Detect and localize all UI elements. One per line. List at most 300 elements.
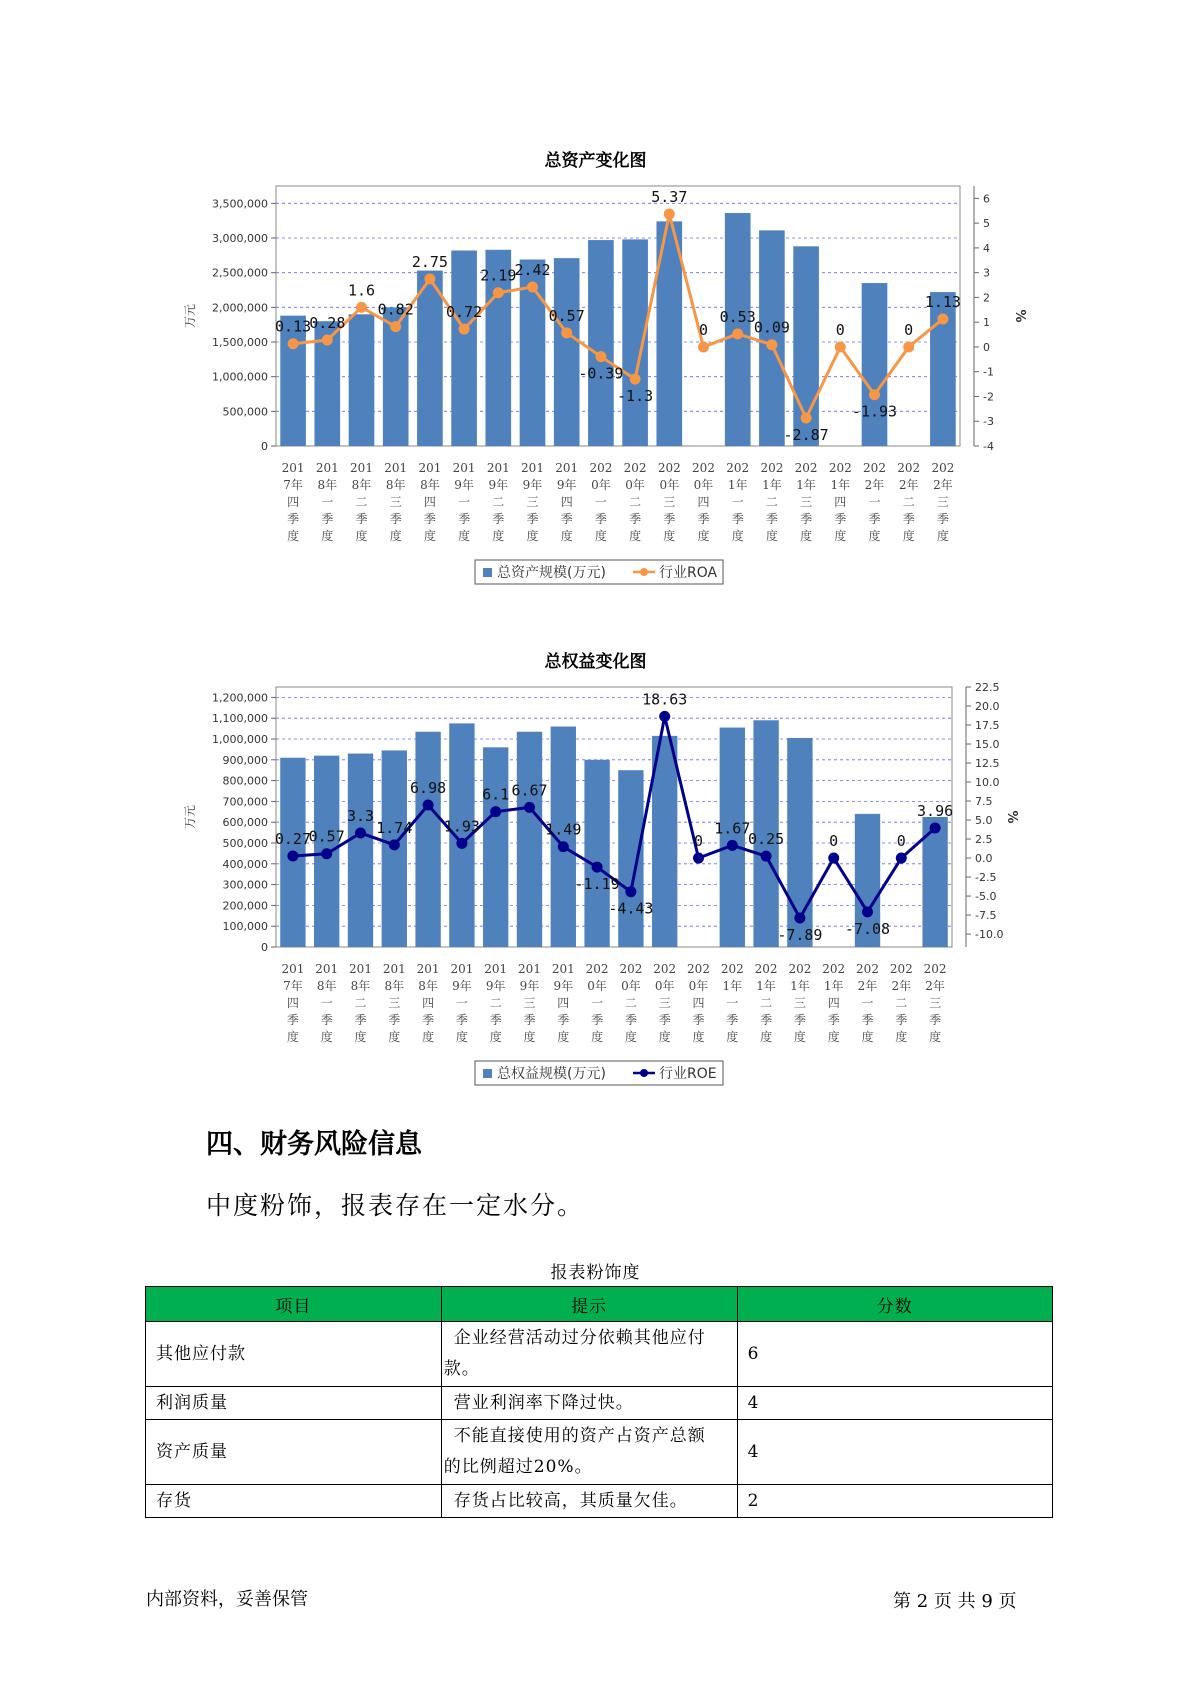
x-tick-label: 三	[658, 996, 671, 1010]
data-label: 6.67	[511, 781, 548, 800]
line-point	[930, 822, 941, 833]
data-label: 0.28	[309, 314, 346, 333]
x-tick-label: 8年	[317, 478, 338, 492]
table-row	[146, 1485, 1053, 1518]
data-label: 6.98	[410, 778, 447, 797]
y2-tick-label: 6	[983, 192, 990, 206]
x-tick-label: 度	[629, 529, 642, 543]
data-label: 0	[904, 320, 914, 339]
x-tick-label: 四	[560, 495, 573, 509]
y-tick-label: 700,000	[222, 795, 268, 809]
x-tick-label: 度	[526, 529, 539, 543]
x-tick-label: 0年	[654, 979, 675, 993]
x-tick-label: 202	[889, 962, 913, 976]
x-tick-label: 202	[692, 461, 715, 475]
x-tick-label: 201	[518, 962, 541, 976]
y-tick-label: 800,000	[222, 774, 268, 788]
x-tick-label: 0年	[688, 979, 709, 993]
table-header-row	[146, 1287, 1053, 1322]
line-point	[659, 711, 670, 722]
y2-axis-title: %	[1004, 810, 1019, 824]
row-item: 存货	[146, 1485, 442, 1518]
x-tick-label: 二	[489, 996, 502, 1010]
y2-tick-label: 2.5	[975, 833, 993, 847]
data-label: 0	[896, 832, 906, 851]
y-tick-label: 1,100,000	[212, 712, 268, 726]
x-tick-label: 2年	[933, 478, 953, 492]
x-tick-label: 8年	[420, 478, 440, 492]
x-tick-label: 201	[416, 962, 440, 976]
x-tick-label: 季	[827, 1013, 840, 1027]
legend-bar-label: 总资产规模(万元)	[497, 565, 606, 581]
line-point	[794, 913, 805, 924]
data-label: 0.13	[275, 317, 312, 336]
x-tick-label: 度	[594, 529, 607, 543]
x-tick-label: 度	[455, 1030, 468, 1044]
line-point	[456, 838, 467, 849]
row-item: 利润质量	[146, 1387, 442, 1420]
header-hint: 提示	[441, 1287, 737, 1322]
x-tick-label: 四	[834, 495, 847, 509]
line-point	[321, 848, 332, 859]
x-tick-label: 202	[760, 461, 784, 475]
y2-tick-label: -3	[983, 415, 994, 429]
x-tick-label: 202	[794, 461, 818, 475]
data-label: -1.93	[851, 402, 898, 421]
line-point	[625, 886, 636, 897]
line-point	[558, 841, 569, 852]
footer-confidential: 内部资料，妥善保管	[146, 1589, 308, 1610]
x-tick-label: 季	[354, 1013, 367, 1027]
data-label: 0.27	[274, 830, 311, 848]
x-tick-label: 一	[591, 996, 604, 1010]
y-axis-title: 万元	[183, 804, 197, 830]
legend-line-label: 行业ROA	[659, 565, 718, 581]
x-tick-label: 9年	[488, 478, 509, 492]
x-tick-label: 季	[422, 1013, 435, 1027]
y2-tick-label: 17.5	[975, 719, 1000, 733]
table-row	[146, 1322, 1053, 1387]
x-tick-label: 季	[834, 512, 847, 526]
x-tick-label: 四	[692, 996, 705, 1010]
x-tick-label: 度	[422, 1030, 435, 1044]
bar	[584, 760, 609, 947]
x-tick-label: 201	[281, 461, 305, 475]
row-score: 6	[737, 1322, 1052, 1387]
bar	[348, 754, 373, 947]
x-tick-label: 202	[585, 962, 609, 976]
x-tick-label: 四	[287, 495, 300, 509]
x-tick-label: 2年	[857, 979, 878, 993]
x-tick-label: 度	[624, 1030, 637, 1044]
y2-tick-label: 7.5	[975, 795, 993, 809]
data-label: 1.74	[376, 818, 413, 837]
line-point	[693, 853, 704, 864]
table-row	[146, 1387, 1053, 1420]
x-tick-label: 1年	[727, 478, 748, 492]
y2-tick-label: -5.0	[975, 890, 997, 904]
x-tick-label: 三	[793, 996, 806, 1010]
x-tick-label: 9年	[519, 979, 540, 993]
x-tick-label: 1年	[762, 478, 782, 492]
x-tick-label: 季	[868, 512, 881, 526]
data-label: 0	[698, 320, 709, 339]
x-tick-label: 度	[591, 1030, 604, 1044]
y2-tick-label: -7.5	[975, 909, 997, 923]
x-tick-label: 二	[902, 495, 915, 509]
x-tick-label: 度	[423, 529, 436, 543]
risk-table	[145, 1286, 1053, 1518]
line-point	[423, 799, 434, 810]
x-tick-label: 四	[557, 996, 570, 1010]
data-label: 0.57	[548, 306, 585, 325]
bar	[415, 732, 440, 947]
data-label: 0	[829, 832, 839, 851]
table-caption: 报表粉饰度	[550, 1263, 641, 1283]
x-tick-label: 8年	[316, 979, 337, 993]
x-tick-label: 度	[861, 1030, 874, 1044]
x-tick-label: 一	[320, 996, 333, 1010]
x-tick-label: 202	[720, 962, 744, 976]
data-label: -4.43	[608, 899, 654, 918]
y-tick-label: 0	[261, 941, 268, 954]
line-point	[355, 827, 366, 838]
x-tick-label: 三	[929, 996, 942, 1010]
x-tick-label: 202	[822, 962, 846, 976]
x-tick-label: 度	[731, 529, 744, 543]
x-tick-label: 度	[834, 529, 847, 543]
x-tick-label: 二	[629, 495, 642, 509]
y-tick-label: 400,000	[222, 857, 268, 871]
data-label: -0.39	[578, 364, 624, 383]
x-tick-label: 季	[489, 1013, 502, 1027]
x-tick-label: 季	[629, 512, 642, 526]
x-tick-label: 8年	[418, 979, 438, 993]
x-tick-label: 9年	[522, 478, 543, 492]
x-tick-label: 2年	[891, 979, 912, 993]
x-tick-label: 度	[765, 529, 778, 543]
data-label: 0.72	[446, 303, 483, 322]
x-tick-label: 季	[895, 1013, 908, 1027]
x-tick-label: 季	[557, 1013, 570, 1027]
x-tick-label: 季	[663, 512, 676, 526]
x-tick-label: 8年	[384, 979, 405, 993]
x-tick-label: 0年	[591, 478, 611, 492]
x-tick-label: 202	[754, 962, 778, 976]
row-item: 资产质量	[146, 1420, 442, 1485]
x-tick-label: 季	[658, 1013, 671, 1027]
legend-line-label: 行业ROE	[659, 1066, 717, 1082]
x-tick-label: 201	[551, 962, 575, 976]
x-tick-label: 季	[492, 512, 505, 526]
row-hint-line1: 不能直接使用的资产占资产总额	[453, 1426, 706, 1446]
x-tick-label: 度	[902, 529, 915, 543]
x-tick-label: 9年	[485, 979, 506, 993]
x-tick-label: 8年	[350, 979, 371, 993]
x-tick-label: 度	[936, 529, 949, 543]
x-tick-label: 度	[286, 1030, 299, 1044]
data-label: 1.93	[443, 817, 480, 836]
y2-tick-label: 5.0	[975, 814, 993, 828]
x-tick-label: 度	[929, 1030, 942, 1044]
row-hint-line2: 款。	[443, 1359, 480, 1379]
x-tick-label: 度	[663, 529, 676, 543]
y2-tick-label: -10.0	[975, 928, 1004, 942]
x-tick-label: 8年	[385, 478, 406, 492]
x-tick-label: 季	[624, 1013, 637, 1027]
x-tick-label: 度	[389, 529, 402, 543]
data-label: 3.96	[917, 801, 954, 820]
data-label: 0.09	[753, 318, 790, 337]
x-tick-label: 季	[793, 1013, 806, 1027]
x-tick-label: 二	[355, 495, 368, 509]
line-point	[896, 853, 907, 864]
x-tick-label: 202	[931, 461, 955, 475]
x-tick-label: 0年	[693, 478, 714, 492]
x-tick-label: 9年	[556, 478, 577, 492]
x-tick-label: 季	[321, 512, 334, 526]
line-point	[727, 840, 738, 851]
row-hint-line2: 的比例超过20%。	[443, 1457, 593, 1477]
footer-page-number: 第 2 页 共 9 页	[893, 1591, 1017, 1612]
x-tick-label: 9年	[553, 979, 574, 993]
x-tick-label: 季	[455, 1013, 468, 1027]
x-tick-label: 201	[384, 461, 408, 475]
x-tick-label: 季	[286, 1013, 299, 1027]
x-tick-label: 三	[936, 495, 949, 509]
x-tick-label: 度	[320, 1030, 333, 1044]
x-tick-label: 0年	[587, 979, 607, 993]
data-label: -2.87	[783, 426, 829, 445]
line-point	[287, 851, 298, 862]
y2-tick-label: 2	[983, 291, 990, 305]
x-tick-label: 0年	[625, 478, 645, 492]
x-tick-label: 季	[760, 1013, 773, 1027]
x-tick-label: 度	[726, 1030, 739, 1044]
data-label: 0	[835, 320, 845, 339]
x-tick-label: 季	[423, 512, 436, 526]
y2-tick-label: 22.5	[975, 681, 1000, 694]
line-point	[490, 806, 501, 817]
row-score: 2	[737, 1485, 1052, 1518]
x-tick-label: 1年	[823, 979, 844, 993]
y2-tick-label: 0.0	[975, 852, 993, 866]
x-tick-label: 二	[760, 996, 773, 1010]
line-point	[862, 906, 873, 917]
x-tick-label: 201	[315, 962, 339, 976]
x-tick-label: 度	[354, 1030, 367, 1044]
x-tick-label: 四	[697, 495, 710, 509]
x-tick-label: 二	[895, 996, 908, 1010]
y-tick-label: 600,000	[222, 816, 268, 830]
x-tick-label: 季	[355, 512, 368, 526]
x-tick-label: 二	[354, 996, 367, 1010]
header-item: 项目	[146, 1287, 442, 1322]
x-tick-label: 一	[726, 996, 739, 1010]
bar	[618, 770, 643, 947]
x-tick-label: 季	[523, 1013, 536, 1027]
x-tick-label: 季	[902, 512, 915, 526]
y2-axis-title: %	[1012, 309, 1027, 323]
row-hint	[441, 1420, 737, 1485]
x-tick-label: 二	[624, 996, 637, 1010]
y2-tick-label: 4	[983, 241, 990, 255]
y-tick-label: 3,500,000	[212, 197, 268, 211]
x-tick-label: 季	[388, 1013, 401, 1027]
x-tick-label: 一	[594, 495, 607, 509]
y-tick-label: 3,000,000	[212, 232, 268, 245]
x-tick-label: 2年	[898, 478, 919, 492]
x-tick-label: 度	[355, 529, 368, 543]
x-tick-label: 三	[526, 495, 539, 509]
x-tick-label: 1年	[796, 478, 816, 492]
row-score: 4	[737, 1387, 1052, 1420]
x-tick-label: 四	[827, 996, 840, 1010]
x-tick-label: 度	[287, 529, 300, 543]
x-tick-label: 201	[450, 962, 474, 976]
x-tick-label: 201	[349, 962, 372, 976]
x-tick-label: 三	[663, 495, 676, 509]
x-tick-label: 度	[800, 529, 813, 543]
x-tick-label: 202	[863, 461, 886, 475]
x-tick-label: 度	[560, 529, 573, 543]
x-tick-label: 1年	[722, 979, 743, 993]
line-point	[761, 851, 772, 862]
x-tick-label: 季	[861, 1013, 874, 1027]
x-tick-label: 季	[320, 1013, 333, 1027]
line-point	[828, 853, 839, 864]
data-label: 3.3	[346, 806, 375, 825]
y-tick-label: 0	[261, 440, 268, 453]
x-tick-label: 季	[697, 512, 710, 526]
x-tick-label: 2年	[925, 979, 945, 993]
x-tick-label: 202	[623, 461, 647, 475]
x-tick-label: 2年	[864, 478, 885, 492]
y2-tick-label: 1	[983, 316, 990, 330]
x-tick-label: 7年	[283, 478, 303, 492]
data-label: 2.42	[514, 261, 551, 280]
bar	[517, 732, 542, 947]
chart2-title: 总权益变化图	[544, 652, 647, 672]
x-tick-label: 一	[458, 495, 471, 509]
y-tick-label: 2,500,000	[212, 266, 268, 280]
x-tick-label: 202	[726, 461, 750, 475]
y2-tick-label: 5	[983, 217, 990, 231]
x-tick-label: 度	[658, 1030, 671, 1044]
x-tick-label: 季	[560, 512, 573, 526]
row-hint: 营业利润率下降过快。	[441, 1387, 737, 1420]
x-tick-label: 一	[321, 495, 334, 509]
data-label: 2.75	[411, 252, 448, 271]
data-label: 0.25	[748, 830, 785, 849]
data-label: 1.13	[924, 292, 961, 311]
x-tick-label: 202	[619, 962, 643, 976]
x-tick-label: 度	[523, 1030, 536, 1044]
x-tick-label: 202	[856, 962, 879, 976]
data-label: 0.82	[377, 300, 414, 319]
y-tick-label: 300,000	[222, 878, 268, 892]
x-tick-label: 二	[765, 495, 778, 509]
y2-tick-label: -2	[983, 390, 994, 404]
x-tick-label: 202	[653, 962, 677, 976]
x-tick-label: 季	[389, 512, 402, 526]
data-label: 6.1	[482, 785, 510, 804]
y2-tick-label: 10.0	[975, 776, 1000, 790]
x-tick-label: 201	[555, 461, 579, 475]
data-label: -7.08	[844, 919, 891, 938]
x-tick-label: 201	[315, 461, 339, 475]
x-tick-label: 季	[591, 1013, 604, 1027]
y-tick-label: 1,000,000	[212, 733, 268, 746]
x-tick-label: 三	[389, 495, 402, 509]
x-tick-label: 9年	[452, 979, 472, 993]
line-point	[524, 802, 535, 813]
row-hint: 存货占比较高，其质量欠佳。	[441, 1485, 737, 1518]
x-tick-label: 季	[929, 1013, 942, 1027]
row-score: 4	[737, 1420, 1052, 1485]
risk-summary: 中度粉饰，报表存在一定水分。	[206, 1191, 585, 1220]
x-tick-label: 202	[589, 461, 613, 475]
x-tick-label: 度	[321, 529, 334, 543]
x-tick-label: 0年	[621, 979, 641, 993]
y-tick-label: 1,200,000	[212, 691, 268, 705]
x-tick-label: 度	[697, 529, 710, 543]
x-tick-label: 一	[731, 495, 744, 509]
x-tick-label: 9年	[454, 478, 474, 492]
x-tick-label: 季	[765, 512, 778, 526]
x-tick-label: 201	[281, 962, 305, 976]
x-tick-label: 7年	[283, 979, 303, 993]
row-hint-line1: 企业经营活动过分依赖其他应付	[453, 1328, 706, 1348]
x-tick-label: 一	[455, 996, 468, 1010]
x-tick-label: 度	[793, 1030, 806, 1044]
legend-bar-label: 总权益规模(万元)	[497, 1066, 606, 1082]
y-tick-label: 2,000,000	[212, 301, 268, 315]
x-tick-label: 三	[523, 996, 536, 1010]
legend-bar-swatch	[483, 1069, 492, 1078]
x-tick-label: 201	[350, 461, 373, 475]
legend-line-marker	[640, 1069, 648, 1077]
x-tick-label: 202	[788, 962, 812, 976]
x-tick-label: 季	[731, 512, 744, 526]
y2-tick-label: 0	[983, 340, 990, 354]
row-hint	[441, 1322, 737, 1387]
x-tick-label: 1年	[790, 979, 810, 993]
x-tick-label: 202	[657, 461, 681, 475]
x-tick-label: 202	[923, 962, 947, 976]
y-tick-label: 500,000	[222, 405, 268, 419]
x-tick-label: 202	[687, 962, 710, 976]
bar	[483, 747, 508, 947]
y-tick-label: 900,000	[222, 753, 268, 767]
x-tick-label: 201	[382, 962, 406, 976]
x-tick-label: 季	[692, 1013, 705, 1027]
x-tick-label: 度	[827, 1030, 840, 1044]
x-tick-label: 度	[868, 529, 881, 543]
x-tick-label: 1年	[756, 979, 776, 993]
x-tick-label: 季	[726, 1013, 739, 1027]
data-label: 1.49	[545, 820, 582, 839]
x-tick-label: 度	[760, 1030, 773, 1044]
x-tick-label: 季	[526, 512, 539, 526]
y-axis-title: 万元	[183, 303, 197, 329]
x-tick-label: 季	[594, 512, 607, 526]
y-tick-label: 200,000	[222, 899, 268, 913]
data-label: 5.37	[651, 187, 688, 206]
data-label: 1.6	[347, 281, 376, 300]
data-label: -1.3	[617, 387, 654, 406]
line-point	[389, 839, 400, 850]
